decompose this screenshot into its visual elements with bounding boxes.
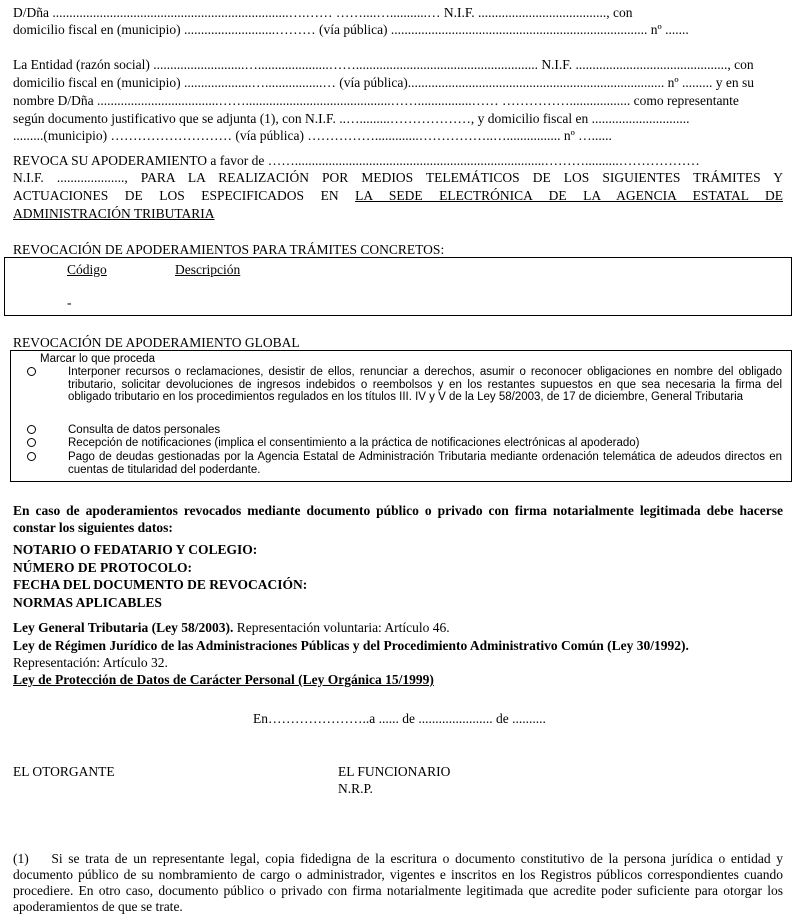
option-pago-deudas-label: Pago de deudas gestionadas por la Agencia Estatal de Administración Tributaria mediante ordenación telemática de adeudos directos en cuentas de titularidad del poderdante.: [68, 451, 782, 476]
global-heading: REVOCACIÓN DE APODERAMIENTO GLOBAL: [13, 335, 300, 350]
revoca-line-3: [13, 188, 783, 204]
principal-line-1: D/Dña ......................................................................….…… ……....…...........… N.I.F. ......................................, con: [13, 5, 633, 20]
entity-line-5: .........(municipio) ……………………… (vía pública) …………….............……………..…................ nº …......: [13, 128, 612, 143]
option-consulta-datos-label: Consulta de datos personales: [68, 424, 221, 436]
concrete-heading: REVOCACIÓN DE APODERAMIENTOS PARA TRÁMITES CONCRETOS:: [13, 242, 445, 257]
option-recursos-label: Interponer recursos o reclamaciones, desistir de ellos, renunciar a derechos, asumir o reconocer obligaciones en nombre del obligado tributario, solicitar devoluciones de ingresos indebidos o reembolsos y en los restantes supuestos en que sea necesaria la firma del obligado tributario en los procedimientos regulados en los títulos III. IV y V de la Ley 58/2003, de 17 de diciembre, General Tributaria: [68, 366, 782, 404]
date-line: En…………………..a ...... de ...................... de ..........: [253, 711, 546, 726]
sede-electronica-link[interactable]: LA SEDE ELECTRÓNICA DE LA AGENCIA ESTATAL DE: [355, 188, 783, 203]
revoca-line-4: [13, 206, 783, 222]
entity-line-2: domicilio fiscal en (municipio) ....................….................… (vía pública)............................................................................ nº ......... y en su: [13, 75, 754, 90]
radio-circle-icon[interactable]: [27, 452, 36, 461]
footnote: (1) Si se trata de un representante legal, copia fidedigna de la escritura o documento constitutivo de la persona jurídica o entidad y documento público de su nombramiento de cargo o administrador, vigentes e inscritos en los Registros públicos correspondientes cuando procediere. En otro caso, documento público o privado con firma notarialmente legitimada que acredite poder suficiente para otorgar los apoderamientos de que se trate.: [13, 851, 787, 914]
notary-field-normas: NORMAS APLICABLES: [13, 595, 162, 610]
signature-grantor: EL OTORGANTE: [13, 764, 115, 779]
notary-field-notario: NOTARIO O FEDATARIO Y COLEGIO:: [13, 542, 258, 557]
signature-nrp: N.R.P.: [338, 781, 373, 796]
law-lrjap-article: Representación: Artículo 32.: [13, 655, 168, 670]
aeat-link-continuation[interactable]: ADMINISTRACIÓN TRIBUTARIA: [13, 206, 215, 221]
revoca-line-3-text: ACTUACIONES DE LOS ESPECIFICADOS EN: [13, 188, 356, 203]
option-notificaciones-label: Recepción de notificaciones (implica el consentimiento a la práctica de notificaciones electrónicas al apoderado): [68, 437, 640, 449]
radio-circle-icon[interactable]: [27, 438, 36, 447]
entity-line-3: nombre D/Dña ....................................……...........................................……................…… …………….................. como representante: [13, 93, 739, 108]
radio-circle-icon[interactable]: [27, 425, 36, 434]
notary-field-fecha: FECHA DEL DOCUMENTO DE REVOCACIÓN:: [13, 577, 308, 592]
column-header-code: Código: [67, 262, 107, 277]
law-lgt-title: Ley General Tributaria (Ley 58/2003).: [13, 620, 234, 635]
revoca-line-2: N.I.F. ...................., PARA LA REALIZACIÓN POR MEDIOS TELEMÁTICOS DE LOS SIGUIENTES TRÁMITES Y: [13, 170, 783, 185]
principal-line-2: domicilio fiscal en (municipio) ...........................……… (vía pública) ............................................................................ nº .......: [13, 22, 689, 37]
signature-official: EL FUNCIONARIO: [338, 764, 451, 779]
notary-intro: En caso de apoderamientos revocados mediante documento público o privado con firma notarialmente legitimada debe hacerse constar los siguientes datos:: [13, 503, 783, 535]
law-lopd: [13, 672, 783, 688]
revoca-line-1: REVOCA SU APODERAMIENTO a favor de ……..........................................................................………..........………………: [13, 153, 700, 168]
law-lopd-link[interactable]: Ley de Protección de Datos de Carácter Personal (Ley Orgánica 15/1999): [13, 672, 434, 687]
entity-line-4: según documento justificativo que se adjunta (1), con N.I.F. ..….........………………, y domicilio fiscal en .............................: [13, 111, 690, 126]
concrete-procedures-box: [4, 257, 792, 316]
law-lgt: [13, 620, 783, 636]
procedure-row-marker: -: [67, 295, 72, 310]
entity-line-1: La Entidad (razón social) ...........................….....................……...................................................... N.I.F. ............................................., con: [13, 57, 754, 72]
column-header-description: Descripción: [175, 262, 241, 277]
global-instruction: Marcar lo que proceda: [40, 353, 156, 365]
law-lrjap-title-text: Ley de Régimen Jurídico de las Administraciones Públicas y del Procedimiento Administrativo Común (Ley 30/1992).: [13, 638, 689, 653]
notary-field-protocolo: NÚMERO DE PROTOCOLO:: [13, 560, 193, 575]
law-lgt-article: Representación voluntaria: Artículo 46.: [233, 620, 450, 635]
radio-circle-icon[interactable]: [27, 367, 36, 376]
law-lrjap-title: [13, 638, 783, 654]
